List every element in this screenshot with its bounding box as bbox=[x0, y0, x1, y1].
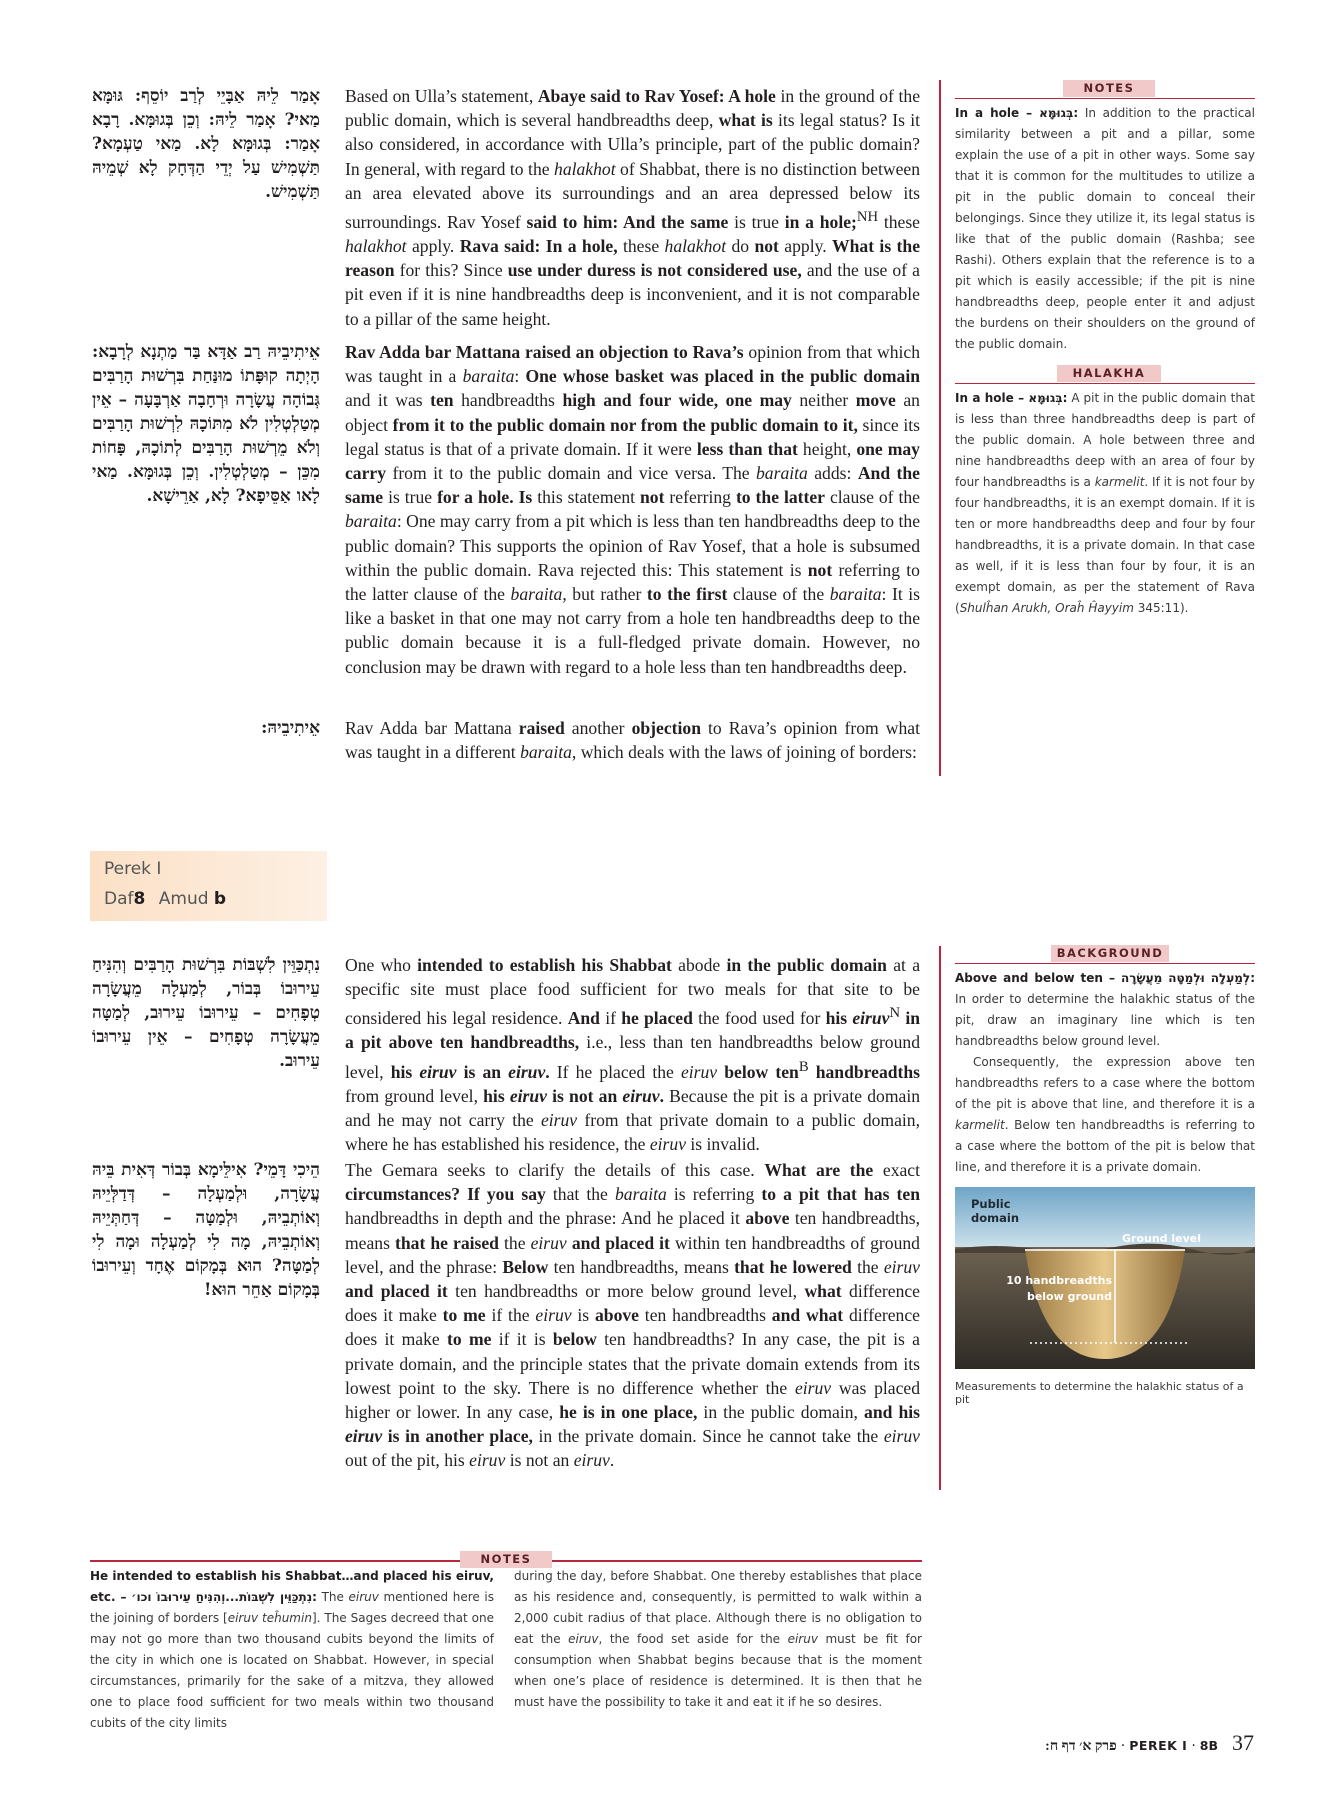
column-divider-bottom bbox=[939, 946, 941, 1490]
halakha-sidebar-tag: HALAKHA bbox=[1057, 365, 1161, 382]
footer-daf: 8B bbox=[1199, 1738, 1218, 1753]
bottom-notes-italic-d: eiruv bbox=[787, 1632, 818, 1646]
bottom-notes-text-b: mentioned here is the joining of borders [ bbox=[90, 1590, 494, 1625]
hebrew-text-block-3: אֵיתִיבֵיהּ: bbox=[261, 718, 320, 738]
notes-sidebar-term: In a hole – בְּגוּמָּא: bbox=[955, 106, 1079, 120]
footer-separator: · bbox=[1120, 1738, 1126, 1754]
notes-sidebar-body bbox=[955, 103, 1255, 355]
halakha-text: A pit in the public domain that is less than three handbreadths deep is part of the public domain. A hole between three and nine handbreadths deep with an area of four by four handbreadths is a bbox=[955, 391, 1255, 489]
background-sidebar-header bbox=[955, 945, 1255, 964]
background-text-3: . Below ten handbreadths is referring to a case where the bottom of the pit is below that line, and therefore it is a private domain. bbox=[955, 1118, 1255, 1174]
bottom-notes-tag: NOTES bbox=[460, 1551, 552, 1568]
daf-number: 8 bbox=[133, 889, 146, 909]
bottom-notes-text-f: must be fit for consumption when Shabbat begins because that is the moment when one’s place of residence is determined. It is then that he must have the possibility to take it and eat it if he so desires. bbox=[514, 1632, 922, 1709]
background-paragraph-2 bbox=[955, 1052, 1255, 1178]
bottom-notes-col-1 bbox=[90, 1566, 494, 1734]
english-text-block-4: One who intended to establish his Shabbat abode in the public domain at a specific site must place food sufficient for two meals for that site to be considered his legal residence. And if he placed the food used for his eiruv$^N$ in a pit above ten handbreadths, i.e., less than ten handbreadths below ground level, his eiruv is an eiruv. If he placed the eiruv below ten$^B$ handbreadths from ground level, his eiruv is not an eiruv. Because the pit is a private domain and he may not carry the eiruv from that private domain to a public domain, where he has established his residence, the eiruv is invalid. bbox=[345, 955, 921, 1155]
fig-label-public bbox=[971, 1197, 1019, 1225]
english-text-block-2: Rav Adda bar Mattana raised an objection to Rava’s opinion from that which was taught in a baraita: One whose basket was placed in the public domain and it was ten handbreadths high and four wide, one may neither move an object from it to the public domain nor from the public domain to it, since its legal status is that of a private domain. If it were less than that height, one may carry from it to the public domain and vice versa. The baraita adds: And the same is true for a hole. Is this statement not referring to the latter clause of the baraita: One may carry from a pit which is less than ten handbreadths deep to the public domain? This supports the opinion of Rav Yosef, that a hole is subsumed within the public domain. Rava rejected this: This statement is not referring to the latter clause of the baraita, but rather to the first clause of the baraita: It is like a basket in that one may not carry from a hole ten handbreadths deep to the public domain because it is a full-fledged private domain. However, no conclusion may be drawn with regard to a hole less than ten handbreadths deep. bbox=[345, 342, 921, 677]
notes-sidebar-tag: NOTES bbox=[1063, 80, 1155, 97]
bottom-notes-term-hebrew: נִתְכַּוֵּין לִשְׁבּוֹת...וְהִנִּיחַ עֵירוּבוֹ וכו׳: bbox=[131, 1590, 317, 1604]
bottom-notes-text-a: The bbox=[321, 1590, 349, 1604]
halakha-italic-term: karmelit bbox=[1094, 475, 1145, 489]
amud-letter: b bbox=[213, 889, 227, 909]
daf-amud-label bbox=[104, 889, 226, 909]
hebrew-text-block-4: נִתְכַּוֵּין לִשְׁבּוֹת בִּרְשׁוּת הָרַבִּים וְהִנִּיחַ עֵירוּבוֹ בְּבוֹר, לְמַעְלָה מֵעֲשָׂרָה טְפָחִים – עֵירוּבוֹ עֵירוּב, לְמַטָּה מֵעֲשָׂרָה טְפָחִים – אֵין עֵירוּבוֹ עֵירוּב. bbox=[92, 955, 320, 1071]
fig-label-public-2: domain bbox=[971, 1211, 1020, 1225]
halakha-sidebar-header bbox=[955, 365, 1255, 384]
halakha-source: Shulĥan Arukh, Oraĥ Ĥayyim bbox=[959, 601, 1134, 615]
bottom-notes-text-e: , the food set aside for the bbox=[598, 1632, 788, 1646]
hebrew-text-block-5: הֵיכִי דָּמֵי? אִילֵּימָא בְּבוֹר דְּאִית בֵּיהּ עֲשָׂרָה, וּלְמַעְלָה – דְּדַלְּיֵיהּ וְאוֹתְבֵיהּ, וּלְמַטָּה – דְּחַתְּיֵיהּ וְאוֹתְבֵיהּ, מָה לִי לְמַעְלָה וּמָה לִי לְמַטָּה? הוּא בְּמָקוֹם אֶחָד וְעֵירוּבוֹ בְּמָקוֹם אַחֵר הוּא! bbox=[92, 1160, 320, 1300]
bottom-notes-term: He intended to establish his Shabbat…and placed his eiruv, etc. – bbox=[90, 1569, 494, 1604]
halakha-text-end: 345:11). bbox=[1133, 601, 1189, 615]
footer-hebrew: פרק א׳ דף ח: bbox=[1045, 1739, 1117, 1754]
footer-perek: PEREK I bbox=[1129, 1738, 1188, 1753]
fig-label-ground: Ground level bbox=[1122, 1232, 1202, 1245]
fig-label-public-1: Public bbox=[971, 1197, 1011, 1211]
page-number: 37 bbox=[1232, 1730, 1254, 1755]
background-italic-term: karmelit bbox=[955, 1118, 1005, 1132]
bottom-notes-italic-a: eiruv bbox=[348, 1590, 379, 1604]
daf-label: Daf bbox=[104, 889, 134, 909]
english-text-block-3: Rav Adda bar Mattana raised another objection to Rava’s opinion from what was taught in a different baraita, which deals with the laws of joining of borders: bbox=[345, 718, 920, 763]
bottom-notes-text-c: ]. The Sages decreed that one may not go more than two thousand cubits beyond the limits of the city in which one is located on Shabbat. However, in special circumstances, primarily for the sake of a mitzva, they allowed one to place food sufficient for two meals within two thousand cubits of the city limits bbox=[90, 1611, 494, 1730]
amud-label: Amud bbox=[158, 889, 209, 909]
fig-label-ten bbox=[1000, 1273, 1112, 1305]
halakha-text-mid: . If it is not four by four handbreadths, it is an exempt domain. If it is ten or more handbreadths deep and four by four handbreadths, it is a private domain. In that case as well, if it is less than four by four, it is an exempt domain, as per the statement of Rava ( bbox=[955, 475, 1256, 615]
background-term: Above and below ten – לְמַעְלָה וּלְמַטָּה מֵעֲשָׂרָה: bbox=[955, 971, 1255, 985]
hebrew-text-block-2: אֵיתִיבֵיהּ רַב אַדָּא בַּר מַתְנָא לְרָבָא: הָיְתָה קוּפָּתוֹ מוּנַּחַת בִּרְשׁוּת הָרַבִּים גְּבוֹהָה עֲשָׂרָה וּרְחָבָה אַרְבָּעָה – אֵין מְטַלְטְלִין לֹא מִתּוֹכָהּ לִרְשׁוּת הָרַבִּים וְלֹא מֵרְשׁוּת הָרַבִּים לְתוֹכָהּ, פָּחוֹת מִכֵּן – מְטַלְטְלִין. וְכֵן בְּגוּמָּא. מַאי לָאו אַסֵּיפָא? לָא, אַרֵישָׁא. bbox=[92, 342, 320, 506]
bottom-notes-italic-c: eiruv bbox=[568, 1632, 599, 1646]
bottom-notes-col-2 bbox=[514, 1566, 922, 1713]
halakha-sidebar-body bbox=[955, 388, 1255, 619]
notes-sidebar-header bbox=[955, 80, 1255, 99]
column-divider-top bbox=[939, 80, 941, 776]
footer-separator-2: · bbox=[1191, 1738, 1196, 1754]
perek-label: Perek I bbox=[104, 859, 162, 879]
page-footer bbox=[900, 1730, 1254, 1756]
bottom-notes-text-d: during the day, before Shabbat. One thereby establishes that place as his residence and, consequently, is permitted to walk within a 2,000 cubit radius of that place. Although there is no obligation to eat the bbox=[514, 1569, 922, 1646]
fig-label-ten-2: below ground bbox=[1026, 1290, 1112, 1303]
english-text-block-1: Based on Ulla’s statement, Abaye said to Rav Yosef: A hole in the ground of the public domain, which is several handbreadths deep, what is its legal status? Is it also considered, in accordance with Ulla’s principle, part of the public domain? In general, with regard to the halakhot of Shabbat, there is no distinction between an area elevated above its surroundings and an area depressed below its surroundings. Rav Yosef said to him: And the same is true in a hole;$^{NH}$ these halakhot apply. Rava said: In a hole, these halakhot do not apply. What is the reason for this? Since use under duress is not considered use, and the use of a pit even if it is nine handbreadths deep is inconvenient, and it is not comparable to a pillar of the same height. bbox=[345, 86, 920, 329]
background-text-1: In order to determine the halakhic status of the pit, draw an imaginary line which is ten handbreadths below ground level. bbox=[955, 992, 1255, 1048]
fig-label-ten-1: 10 handbreadths bbox=[1006, 1274, 1112, 1287]
pit-diagram bbox=[955, 1187, 1255, 1369]
halakha-term: In a hole – בְּגוּמָּא: bbox=[955, 391, 1068, 405]
hebrew-text-block-1: אָמַר לֵיהּ אַבָּיֵי לְרַב יוֹסֵף: גּוּמָּא מַאי? אָמַר לֵיהּ: וְכֵן בְּגוּמָּא. רָבָא אָמַר: בְּגוּמָּא לָא. מַאי טַעְמָא? תַּשְׁמִישׁ עַל יְדֵי הַדְּחָק לָא שְׁמֵיהּ תַּשְׁמִישׁ. bbox=[92, 86, 320, 202]
figure-caption: Measurements to determine the halakhic status of a pit bbox=[955, 1380, 1244, 1406]
background-sidebar-tag: BACKGROUND bbox=[1051, 945, 1169, 962]
english-text-block-5: The Gemara seeks to clarify the details of this case. What are the exact circumstances? If you say that the baraita is referring to a pit that has ten handbreadths in depth and the phrase: And he placed it above ten handbreadths, means that he raised the eiruv and placed it within ten handbreadths of ground level, and the phrase: Below ten handbreadths, means that he lowered the eiruv and placed it ten handbreadths or more below ground level, what difference does it make to me if the eiruv is above ten handbreadths and what difference does it make to me if it is below ten handbreadths? In any case, the pit is a private domain, and the principle states that the private domain extends from its lowest point to the sky. There is no difference whether the eiruv was placed higher or lower. In any case, he is in one place, in the public domain, and his eiruv is in another place, in the private domain. Since he cannot take the eiruv out of the pit, his eiruv is not an eiruv. bbox=[345, 1160, 920, 1471]
notes-sidebar-text: In addition to the practical similarity between a pit and a pillar, some explain the use of a pit in other ways. Some say that it is common for the multitudes to utilize a pit in the public domain to conceal their belongings. Since they utilize it, its legal status is like that of the public domain (Rashba; see Rashi). Others explain that the reference is to a pit which is easily accessible; if the pit is nine handbreadths deep, people enter it and adjust the burdens on their shoulders on the ground of the public domain. bbox=[955, 106, 1255, 351]
bottom-notes-italic-b: eiruv teĥumin bbox=[227, 1611, 312, 1625]
perek-box bbox=[90, 851, 327, 921]
background-text-2: Consequently, the expression above ten handbreadths refers to a case where the bottom of the pit is above that line, and therefore it is a bbox=[955, 1055, 1255, 1111]
background-sidebar-body bbox=[955, 968, 1255, 1178]
